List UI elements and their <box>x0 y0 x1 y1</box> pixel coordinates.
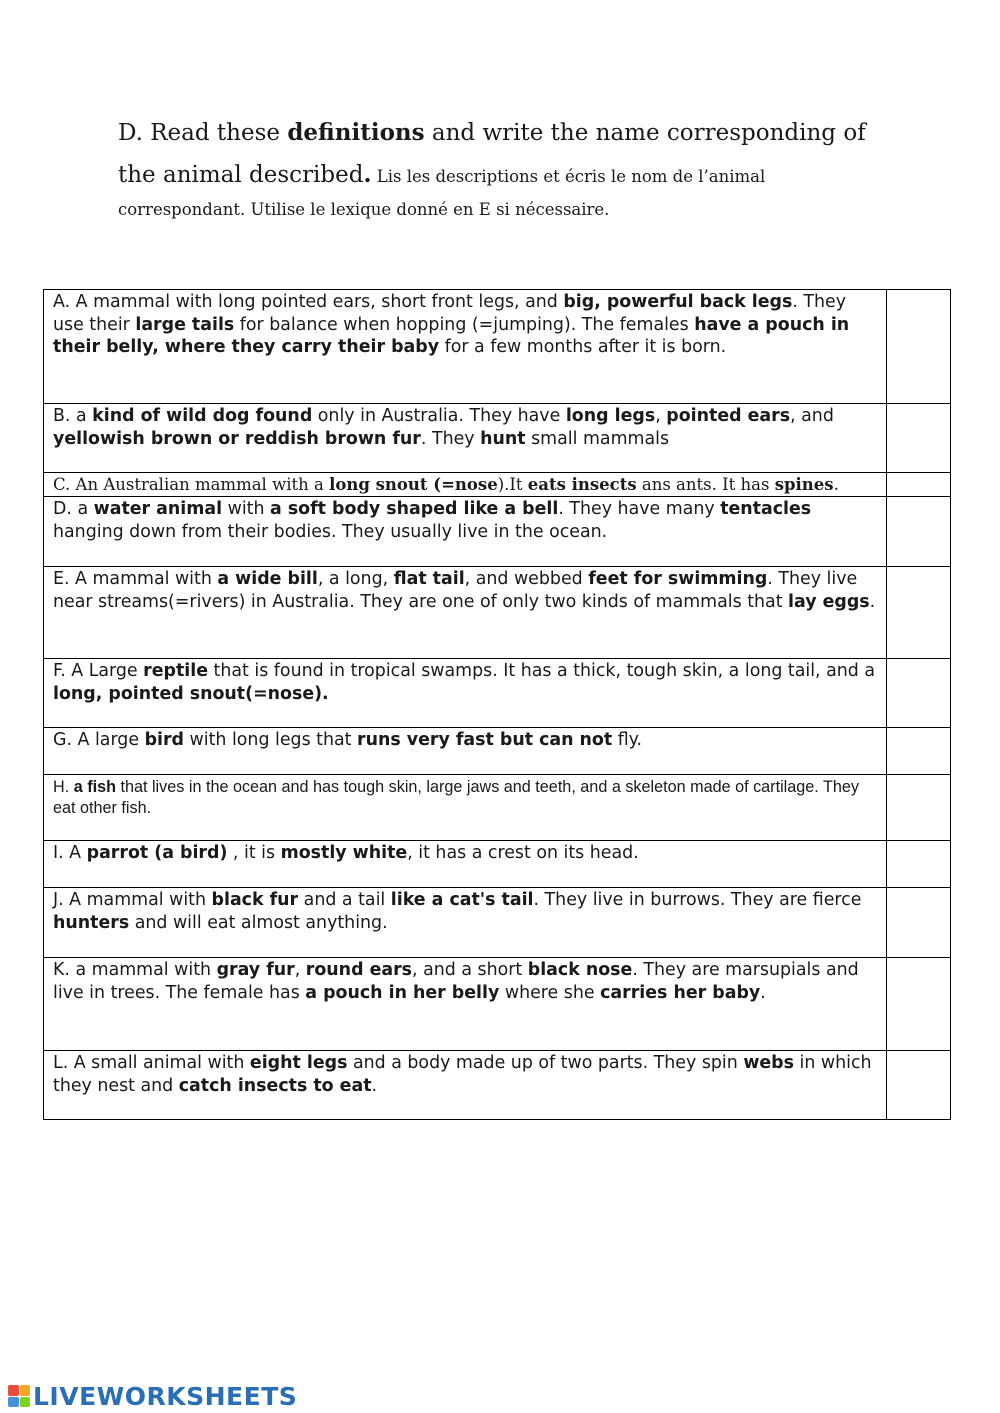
definition-row-b <box>44 404 951 473</box>
definition-fragment: for a few months after it is born. <box>439 337 727 357</box>
answer-cell[interactable] <box>887 958 951 1051</box>
definition-row-f <box>44 659 951 728</box>
liveworksheets-logo <box>8 1381 297 1411</box>
answer-cell[interactable] <box>887 497 951 567</box>
definition-keyword: long legs <box>565 406 656 426</box>
definition-row-i <box>44 841 951 888</box>
answer-input-e[interactable] <box>887 570 950 587</box>
definition-text <box>44 404 887 473</box>
instruction-text: D. Read these <box>118 120 288 146</box>
definition-text <box>44 728 887 775</box>
definitions-table <box>43 289 951 1120</box>
definition-text <box>44 841 887 888</box>
definition-keyword: lay eggs <box>788 591 870 612</box>
definition-row-h <box>44 775 951 841</box>
definition-fragment: F. A Large <box>53 661 144 681</box>
definition-fragment: ).It <box>497 475 528 494</box>
answer-input-b[interactable] <box>887 407 950 424</box>
definition-keyword: a soft body shaped like a bell <box>270 499 559 519</box>
definition-keyword: feet for swimming <box>588 569 768 589</box>
definition-fragment: B. a <box>53 406 93 426</box>
answer-input-l[interactable] <box>887 1054 950 1071</box>
definition-row-d <box>44 497 951 567</box>
definition-fragment: , it has a crest on its head. <box>407 843 639 863</box>
definition-keyword: reptile <box>143 661 209 681</box>
definition-keyword: long snout (=nose <box>329 475 498 494</box>
definition-fragment: . They use their <box>53 292 847 335</box>
answer-input-f[interactable] <box>887 662 950 679</box>
definition-text <box>44 888 887 958</box>
answer-cell[interactable] <box>887 841 951 888</box>
definition-fragment: and will eat almost anything. <box>129 912 388 933</box>
definition-fragment: D. a <box>53 499 94 519</box>
definition-fragment: A. A mammal with long pointed ears, short front legs, and <box>53 292 564 312</box>
answer-input-d[interactable] <box>887 500 950 517</box>
definition-fragment: , <box>294 960 306 980</box>
definition-text <box>44 775 887 841</box>
definition-fragment: L. A small animal with <box>53 1053 250 1073</box>
logo-icon <box>8 1385 30 1407</box>
instruction-line-2 <box>118 154 878 196</box>
answer-cell[interactable] <box>887 659 951 728</box>
definition-fragment: , and a short <box>412 960 528 980</box>
definition-keyword: water animal <box>93 499 223 519</box>
definition-keyword: runs very fast but can not <box>357 730 613 750</box>
definition-text <box>44 497 887 567</box>
definition-keyword: have a pouch in their belly, where they carry their baby <box>53 314 850 357</box>
definition-fragment: , it is <box>227 843 281 863</box>
definition-row-j <box>44 888 951 958</box>
instruction-line-3: correspondant. Utilise le lexique donné en E si nécessaire. <box>118 200 610 219</box>
definition-keyword: a pouch in her belly <box>305 982 500 1003</box>
definition-keyword: hunters <box>53 912 130 933</box>
definition-fragment: I. A <box>53 843 87 863</box>
definition-fragment: , and <box>790 406 834 426</box>
definition-fragment: with long legs that <box>184 730 358 750</box>
answer-cell[interactable] <box>887 473 951 497</box>
definition-keyword: large tails <box>135 314 235 335</box>
definition-fragment: . <box>760 982 766 1003</box>
definition-row-l <box>44 1051 951 1120</box>
instruction-text: the animal described <box>118 162 364 188</box>
definition-fragment: in which they nest and <box>53 1053 872 1096</box>
definition-row-g <box>44 728 951 775</box>
instruction-bold: definitions <box>287 119 425 146</box>
definition-text <box>44 659 887 728</box>
definition-row-e <box>44 567 951 659</box>
logo-square <box>8 1385 19 1396</box>
logo-text: LIVEWORKSHEETS <box>33 1381 298 1411</box>
logo-square <box>20 1397 31 1408</box>
definition-fragment: and a tail <box>298 890 391 910</box>
instruction-french: Lis les descriptions et écris le nom de l’animal <box>371 167 766 186</box>
instruction-bold: . <box>363 161 372 188</box>
definition-keyword: a wide bill <box>217 569 318 589</box>
definition-fragment: , <box>655 406 667 426</box>
answer-cell[interactable] <box>887 728 951 775</box>
definition-keyword: parrot (a bird) <box>86 843 228 863</box>
logo-square <box>20 1385 31 1396</box>
definition-fragment: . <box>371 1075 378 1096</box>
definition-keyword: carries her baby <box>600 982 761 1003</box>
definition-keyword: black nose <box>527 960 633 980</box>
definition-keyword: round ears <box>305 960 413 980</box>
definition-keyword: like a cat's tail <box>390 890 534 910</box>
definition-fragment: and a body made up of two parts. They spin <box>347 1053 744 1073</box>
definition-keyword: flat tail <box>393 569 465 589</box>
answer-input-i[interactable] <box>887 844 950 861</box>
definition-fragment: . They live in burrows. They are fierce <box>533 890 862 910</box>
definition-keyword: eats insects <box>527 475 637 494</box>
definition-fragment: . They have many <box>558 499 721 519</box>
definition-fragment: hanging down from their bodies. They usually live in the ocean. <box>53 521 608 542</box>
definition-fragment: for balance when hopping (=jumping). The females <box>234 314 695 335</box>
definition-fragment: . They live near streams(=rivers) in Australia. They are one of only two kinds of mammals that <box>53 569 858 612</box>
answer-cell[interactable] <box>887 404 951 473</box>
definition-fragment: J. A mammal with <box>53 890 212 910</box>
instructions <box>118 112 878 223</box>
definition-text <box>44 290 887 404</box>
logo-square <box>8 1397 19 1408</box>
answer-cell[interactable] <box>887 290 951 404</box>
definition-row-k <box>44 958 951 1051</box>
definition-keyword: eight legs <box>249 1053 348 1073</box>
answer-input-k[interactable] <box>887 961 950 978</box>
definition-fragment: E. A mammal with <box>53 569 218 589</box>
definition-text <box>44 958 887 1051</box>
definition-row-c <box>44 473 951 497</box>
definition-keyword: tentacles <box>720 499 812 519</box>
answer-cell[interactable] <box>887 567 951 659</box>
definition-keyword: yellowish brown or reddish brown fur <box>53 428 421 449</box>
definition-text <box>44 473 887 497</box>
definition-text <box>44 567 887 659</box>
instruction-line-1 <box>118 112 878 154</box>
answer-cell[interactable] <box>887 888 951 958</box>
definition-fragment: . <box>833 475 839 494</box>
definition-fragment: K. a mammal with <box>53 960 217 980</box>
definition-fragment: where she <box>499 982 601 1003</box>
definition-fragment: . They <box>420 428 481 449</box>
definition-fragment: that lives in the ocean and has tough skin, large jaws and teeth, and a skeleton made of cartilage. They eat other fish. <box>53 778 859 817</box>
definition-fragment: , a long, <box>317 569 394 589</box>
definition-fragment: . <box>869 591 876 612</box>
definition-keyword: kind of wild dog found <box>92 406 313 426</box>
definition-keyword: big, powerful back legs <box>563 292 793 312</box>
definition-fragment: with <box>222 499 271 519</box>
definition-keyword: long, pointed snout(=nose). <box>53 683 329 704</box>
definition-keyword: mostly white <box>280 843 408 863</box>
definition-fragment: . They are marsupials and live in trees. The female has <box>53 960 859 1003</box>
definition-fragment: only in Australia. They have <box>312 406 566 426</box>
answer-cell[interactable] <box>887 1051 951 1120</box>
answer-input-c[interactable] <box>887 476 950 493</box>
definition-keyword: spines <box>774 475 834 494</box>
answer-input-a[interactable] <box>887 293 950 310</box>
definition-keyword: webs <box>743 1053 794 1073</box>
definition-fragment: fly. <box>612 730 643 750</box>
definition-keyword: a fish <box>73 778 116 796</box>
definition-keyword: hunt <box>480 428 526 449</box>
definition-fragment: that is found in tropical swamps. It has a thick, tough skin, a long tail, and a <box>208 661 876 681</box>
definition-keyword: bird <box>144 730 184 750</box>
definition-fragment: , and webbed <box>464 569 589 589</box>
answer-input-j[interactable] <box>887 891 950 908</box>
answer-input-h[interactable] <box>887 778 950 795</box>
definition-fragment: C. An Australian mammal with a <box>53 475 330 494</box>
definition-keyword: catch insects to eat <box>178 1075 372 1096</box>
answer-cell[interactable] <box>887 775 951 841</box>
definition-fragment: H. <box>53 778 74 796</box>
definition-fragment: ans ants. It has <box>636 475 775 494</box>
instruction-text: and write the name corresponding of <box>424 120 866 146</box>
definition-keyword: gray fur <box>216 960 295 980</box>
definition-keyword: pointed ears <box>666 406 791 426</box>
definition-fragment: G. A large <box>53 730 145 750</box>
definition-keyword: black fur <box>211 890 299 910</box>
definition-text <box>44 1051 887 1120</box>
definition-row-a <box>44 290 951 404</box>
answer-input-g[interactable] <box>887 731 950 748</box>
definition-fragment: small mammals <box>525 428 669 449</box>
